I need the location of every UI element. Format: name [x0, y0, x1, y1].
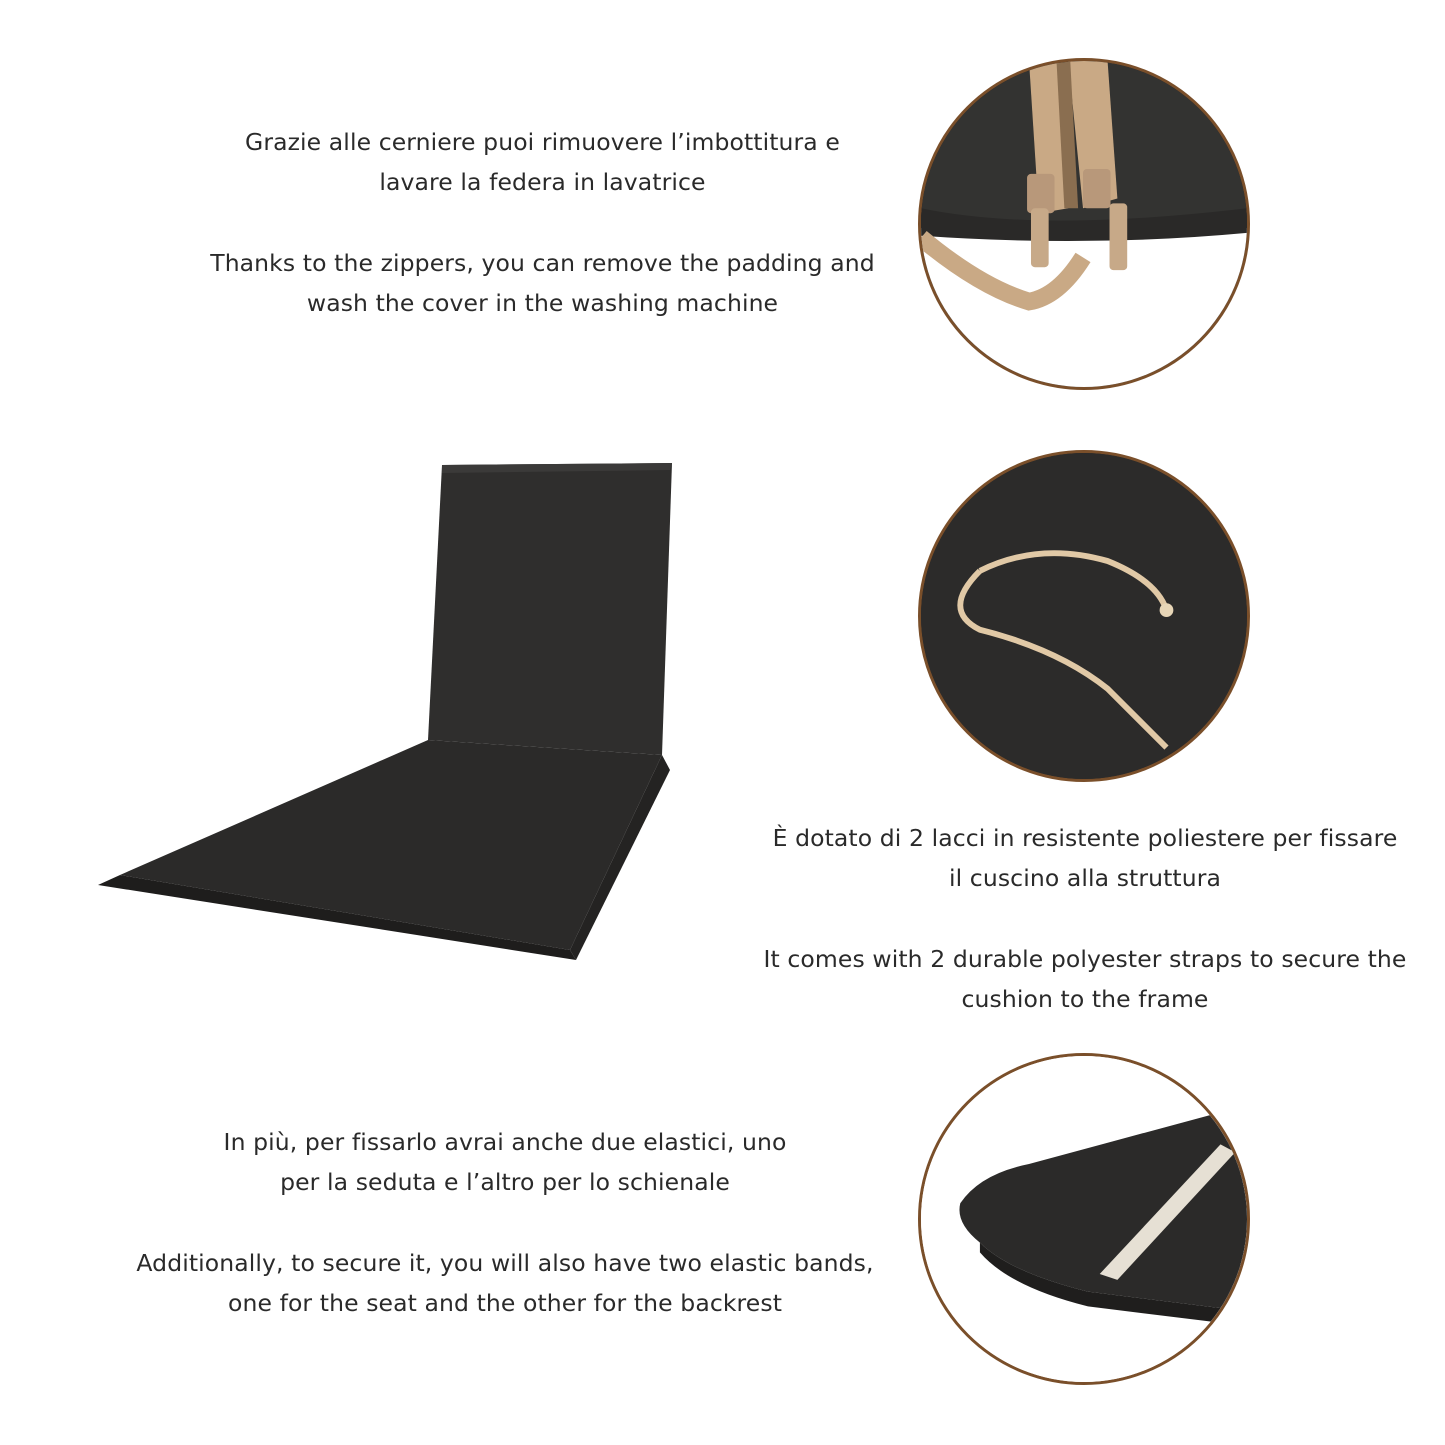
- zippers-italian-line-2: lavare la federa in lavatrice: [379, 168, 706, 196]
- zippers-description: [175, 122, 910, 323]
- strap-illustration: [921, 453, 1247, 779]
- straps-english-line-2: cushion to the frame: [961, 985, 1209, 1013]
- elastic-illustration: [921, 1056, 1247, 1382]
- zippers-english-line-1: Thanks to the zippers, you can remove the padding and: [210, 249, 875, 277]
- elastic-description: [100, 1122, 910, 1323]
- elastic-italian-line-2: per la seduta e l’altro per lo schienale: [280, 1168, 730, 1196]
- straps-english-line-1: It comes with 2 durable polyester straps to secure the: [763, 945, 1407, 973]
- zipper-closeup-image: [918, 58, 1250, 390]
- zippers-english-line-2: wash the cover in the washing machine: [306, 289, 779, 317]
- elastic-closeup-image: [918, 1053, 1250, 1385]
- straps-description: [735, 818, 1435, 1019]
- elastic-italian-line-1: In più, per fissarlo avrai anche due elastici, uno: [223, 1128, 787, 1156]
- lounger-cushion-image: [90, 455, 690, 965]
- zipper-illustration: [921, 61, 1247, 387]
- straps-italian-line-1: È dotato di 2 lacci in resistente poliestere per fissare: [772, 824, 1398, 852]
- strap-closeup-image: [918, 450, 1250, 782]
- straps-italian-line-2: il cuscino alla struttura: [948, 864, 1221, 892]
- elastic-english-line-1: Additionally, to secure it, you will also have two elastic bands,: [136, 1249, 874, 1277]
- elastic-english-line-2: one for the seat and the other for the backrest: [227, 1289, 783, 1317]
- zippers-italian-line-1: Grazie alle cerniere puoi rimuovere l’imbottitura e: [245, 128, 840, 156]
